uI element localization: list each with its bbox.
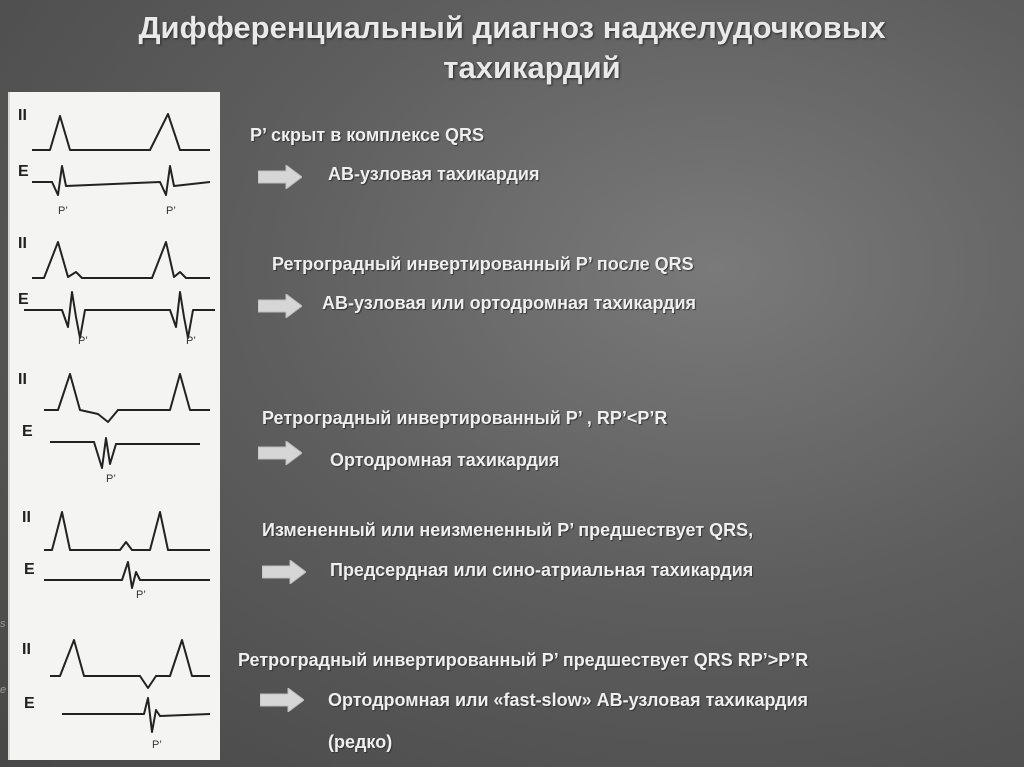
row3-diagnosis: Ортодромная тахикардия bbox=[330, 450, 560, 470]
p-label-row5: P’ bbox=[152, 739, 162, 751]
row4-arrow-icon bbox=[262, 560, 306, 584]
lead-label-ii-2: II bbox=[18, 235, 27, 252]
lead-label-ii-4: II bbox=[22, 509, 31, 526]
row1-arrow-icon bbox=[258, 165, 302, 189]
ecg-trace-row4-ii bbox=[44, 512, 210, 550]
p-label-row3: P’ bbox=[106, 473, 116, 485]
ecg-trace-row3-e bbox=[50, 438, 200, 468]
lead-label-e-3: E bbox=[22, 423, 33, 440]
ecg-trace-row3-ii bbox=[44, 374, 210, 422]
lead-label-e-5: E bbox=[24, 695, 35, 712]
ecg-trace-row2-ii bbox=[32, 242, 210, 278]
side-mark-2: e bbox=[0, 684, 7, 696]
lead-label-e-1: E bbox=[18, 163, 29, 180]
row3-arrow-icon bbox=[258, 441, 302, 465]
lead-label-e-4: E bbox=[24, 561, 35, 578]
ecg-trace-row1-e bbox=[32, 166, 210, 195]
row5-diagnosis: Ортодромная или «fast-slow» АВ-узловая тахикардия bbox=[328, 690, 809, 710]
p-label-row1-a: P’ bbox=[58, 205, 68, 217]
ecg-strips bbox=[10, 92, 220, 760]
slide-title bbox=[0, 8, 1024, 88]
row1-feature: P’ скрыт в комплексе QRS bbox=[250, 125, 485, 145]
row5-feature: Ретроградный инвертированный P’ предшествует QRS RP’>P’R bbox=[238, 650, 809, 670]
row4-feature: Измененный или неизмененный P’ предшествует QRS, bbox=[262, 520, 754, 540]
row1-diagnosis: АВ-узловая тахикардия bbox=[328, 164, 540, 184]
ecg-trace-row1-ii bbox=[32, 114, 210, 150]
lead-label-ii-3: II bbox=[18, 371, 27, 388]
row2-diagnosis: АВ-узловая или ортодромная тахикардия bbox=[322, 293, 697, 313]
p-label-row4: P’ bbox=[136, 589, 146, 601]
row5-diagnosis-note: (редко) bbox=[328, 732, 393, 752]
ecg-trace-row2-e bbox=[24, 292, 215, 338]
ecg-trace-row5-ii bbox=[50, 640, 210, 688]
p-label-row2-b: P’ bbox=[186, 335, 196, 347]
row5-arrow-icon bbox=[260, 688, 304, 712]
p-label-row2-a: P’ bbox=[78, 335, 88, 347]
row2-feature: Ретроградный инвертированный P’ после QRS bbox=[272, 254, 694, 274]
side-mark-1: s bbox=[0, 618, 6, 630]
row4-diagnosis: Предсердная или сино-атриальная тахикардия bbox=[330, 560, 754, 580]
title-line-2: тахикардий bbox=[443, 50, 621, 85]
lead-label-ii-5: II bbox=[22, 641, 31, 658]
p-label-row1-b: P’ bbox=[166, 205, 176, 217]
ecg-trace-row5-e bbox=[62, 698, 210, 732]
title-line-1: Дифференциальный диагноз наджелудочковых bbox=[138, 10, 886, 45]
lead-label-e-2: E bbox=[18, 291, 29, 308]
ecg-panel bbox=[8, 92, 220, 760]
ecg-trace-row4-e bbox=[44, 562, 210, 588]
row2-arrow-icon bbox=[258, 294, 302, 318]
lead-label-ii-1: II bbox=[18, 107, 27, 124]
row3-feature: Ретроградный инвертированный P’ , RP’<P’R bbox=[262, 408, 668, 428]
